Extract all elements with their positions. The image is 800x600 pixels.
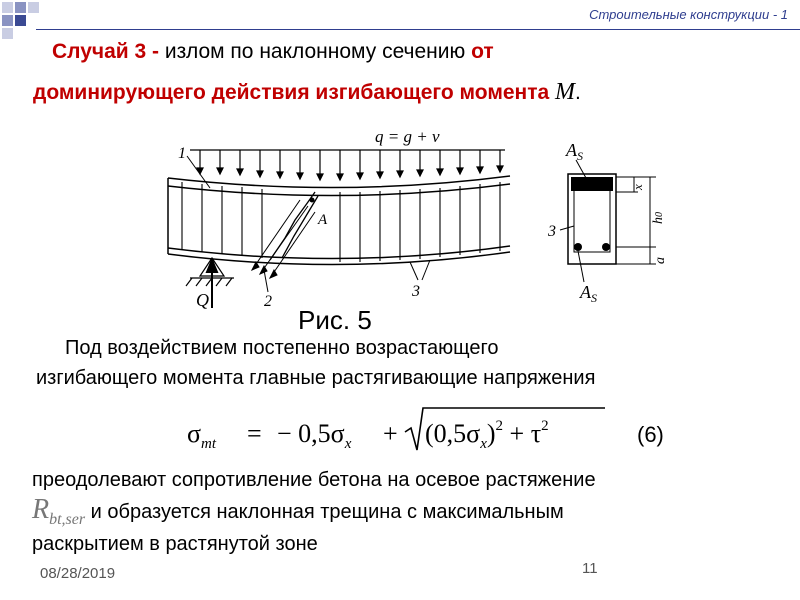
beam-outline [168, 176, 510, 265]
decor-square [2, 15, 13, 26]
stirrups [182, 182, 500, 262]
moment-symbol: M [555, 79, 576, 105]
heading-line2: доминирующего действия изгибающего момента [33, 81, 556, 104]
rbt-subscript: bt,ser [49, 511, 86, 528]
section-h0-label: h0 [651, 212, 666, 224]
rebar [602, 243, 610, 251]
heading-line1: излом по наклонному сечению [159, 40, 472, 63]
formula-lhs: $\sigma_{mt}$ [187, 419, 217, 452]
formula-equation [185, 402, 615, 462]
slide-heading-line2 [33, 80, 581, 105]
paragraph3-line2-rest: и образуется наклонная трещина с максимальным [85, 501, 564, 523]
cross-section-diagram [530, 130, 680, 305]
paragraph3-line1: преодолевают сопротивление бетона на осевое растяжение [32, 469, 596, 491]
load-arrow-group [197, 150, 503, 180]
header-divider [36, 29, 800, 30]
section-as-bottom: $A_S$ [580, 282, 597, 305]
formula-plus: + [383, 419, 398, 448]
stirrup-outline [574, 188, 610, 252]
heading-period: . [575, 81, 581, 104]
load-label: q = g + v [375, 127, 440, 146]
label-1: 1 [178, 145, 186, 162]
point-a-marker [310, 198, 315, 203]
rbt-symbol: R [32, 494, 50, 525]
equation-number: (6) [637, 422, 664, 447]
paragraph3-line3: раскрытием в растянутой зоне [32, 533, 318, 555]
case-label: Случай 3 - [52, 40, 160, 63]
load-arrows [190, 150, 505, 180]
label-2: 2 [264, 293, 272, 310]
formula-eq: = [247, 419, 262, 448]
formula-radicand: $(0,5\sigma_x)^2 + \tau^2$ [425, 418, 549, 452]
label-q: Q [196, 290, 209, 310]
header-title: Строительные конструкции - 1 [589, 7, 788, 22]
section-x-label: x [630, 184, 645, 190]
decor-square [28, 2, 39, 13]
paragraph-block [32, 465, 792, 559]
footer-date: 08/28/2019 [40, 565, 116, 582]
rebar [574, 243, 582, 251]
page-number: 11 [582, 560, 598, 577]
paragraph-line1: Под воздействием постепенно возрастающего [65, 337, 499, 359]
section-label-3: 3 [548, 223, 556, 240]
compression-zone [571, 177, 613, 191]
paragraph-line2: изгибающего момента главные растягивающие напряжения [36, 367, 596, 389]
section-as-top: $A_S$ [566, 140, 583, 163]
paragraph3-line2 [32, 495, 792, 529]
decor-square [15, 15, 26, 26]
label-3: 3 [412, 283, 420, 300]
leader-lines [187, 156, 430, 292]
heading-line1-end: от [471, 40, 494, 63]
label-a: А [318, 212, 328, 228]
figure-caption: Рис. 5 [298, 305, 372, 335]
decor-square [2, 2, 13, 13]
slide-heading [52, 40, 772, 64]
decor-square [15, 2, 26, 13]
decor-square [2, 28, 13, 39]
beam-diagram [160, 120, 530, 310]
formula-term1: − $0,5\sigma_x$ [277, 419, 352, 452]
section-a-label: a [653, 257, 668, 264]
